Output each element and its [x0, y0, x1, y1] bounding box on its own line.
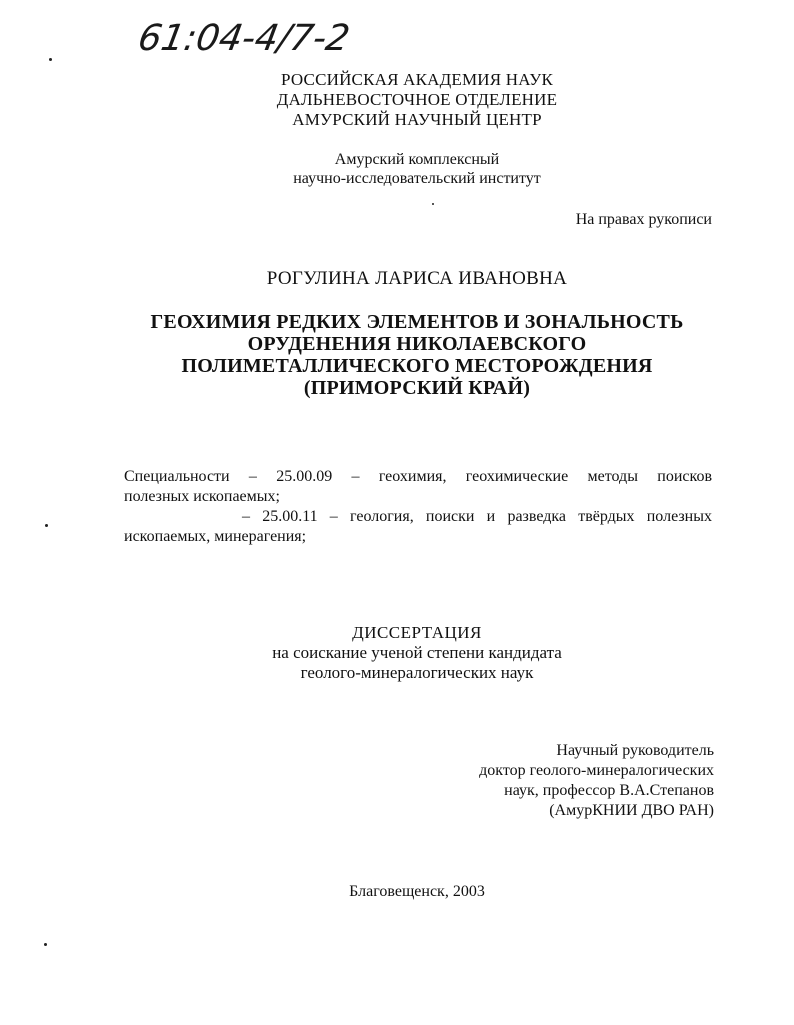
city-year: Благовещенск, 2003: [349, 883, 485, 900]
specialty-2-line-2: ископаемых, минерагения;: [124, 528, 307, 545]
institute-name: [0, 150, 794, 188]
title-line-3: ПОЛИМЕТАЛЛИЧЕСКОГО МЕСТОРОЖДЕНИЯ: [181, 355, 653, 377]
org-line-academy: РОССИЙСКАЯ АКАДЕМИЯ НАУК: [280, 70, 553, 89]
supervisor-line-1: Научный руководитель: [556, 742, 714, 759]
supervisor-block: [479, 741, 714, 821]
org-line-center: АМУРСКИЙ НАУЧНЫЙ ЦЕНТР: [292, 110, 542, 129]
specialty-1-line-1: Специальности – 25.00.09 – геохимия, геохимические методы поисков: [124, 468, 712, 485]
handwritten-code-text: 61:04-4/7-2: [140, 16, 354, 59]
manuscript-rights: На правах рукописи: [575, 211, 712, 228]
supervisor-line-4: (АмурКНИИ ДВО РАН): [549, 802, 714, 819]
handwritten-code-drawing: [140, 8, 440, 68]
title-line-4: (ПРИМОРСКИЙ КРАЙ): [303, 377, 531, 399]
organization-header: [0, 70, 794, 130]
title-line-1: ГЕОХИМИЯ РЕДКИХ ЭЛЕМЕНТОВ И ЗОНАЛЬНОСТЬ: [150, 311, 684, 333]
specialty-1-line-2: полезных ископаемых;: [124, 488, 280, 505]
dissertation-degree-line-2: геолого-минералогических наук: [300, 663, 534, 682]
dissertation-heading: ДИССЕРТАЦИЯ: [352, 623, 482, 642]
scan-speck: [45, 524, 48, 527]
scan-speck: [49, 58, 52, 61]
specialty-2-line-1: – 25.00.11 – геология, поиски и разведка твёрдых полезных: [242, 508, 712, 525]
scan-speck: [44, 943, 47, 946]
org-line-branch: ДАЛЬНЕВОСТОЧНОЕ ОТДЕЛЕНИЕ: [276, 90, 558, 109]
handwritten-code: [140, 8, 440, 68]
institute-line-1: Амурский комплексный: [334, 151, 500, 168]
dissertation-title: [0, 311, 794, 399]
scan-speck: [432, 203, 434, 205]
dissertation-block: [0, 623, 794, 683]
title-line-2: ОРУДЕНЕНИЯ НИКОЛАЕВСКОГО: [247, 333, 587, 355]
specialty-1: [124, 467, 712, 507]
dissertation-degree-line-1: на соискание ученой степени кандидата: [272, 643, 562, 662]
institute-line-2: научно-исследовательский институт: [293, 170, 541, 187]
author-name: РОГУЛИНА ЛАРИСА ИВАНОВНА: [266, 268, 568, 289]
specialty-2: [124, 507, 712, 547]
supervisor-line-3: наук, профессор В.А.Степанов: [504, 782, 714, 799]
supervisor-line-2: доктор геолого-минералогических: [479, 762, 714, 779]
